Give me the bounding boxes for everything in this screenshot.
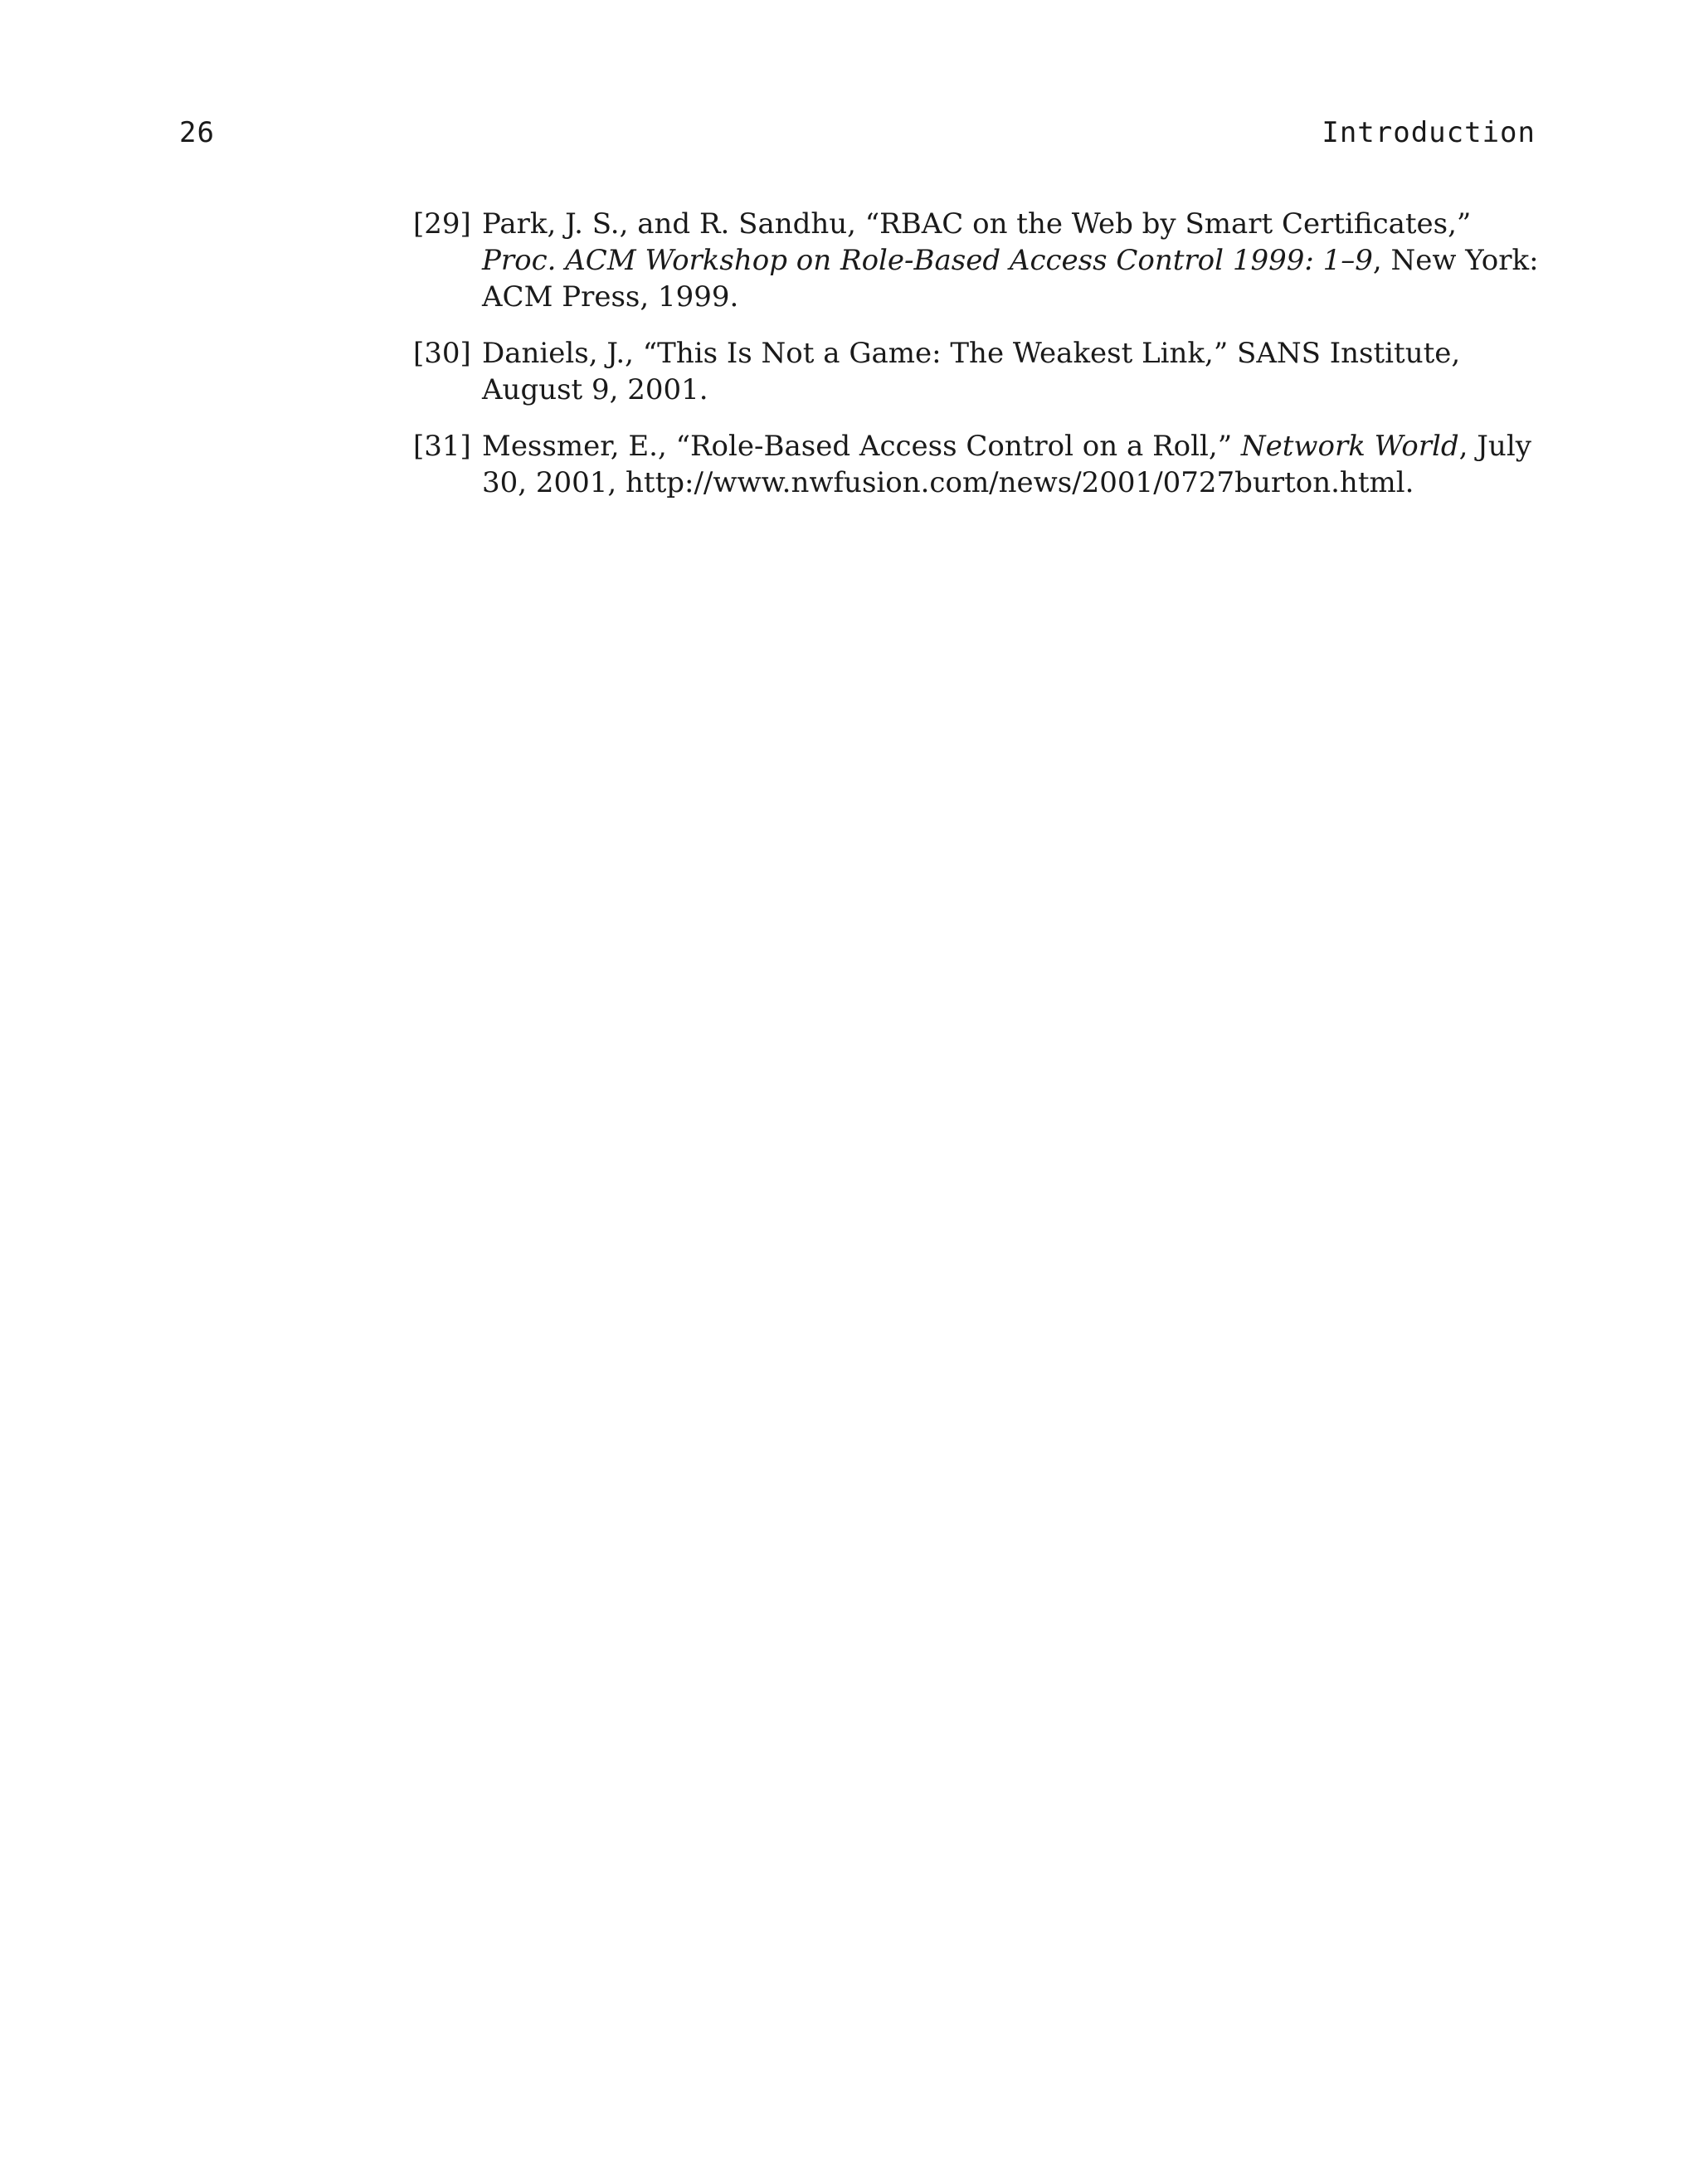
reference-text [482,428,1541,501]
page-header [179,116,1536,158]
reference-item [413,206,1541,315]
reference-text-part: , New York: ACM Press, 1999. [482,244,1539,314]
reference-publication: Proc. ACM Workshop on Role-Based Access Control 1999: 1–9 [482,244,1373,277]
reference-text [482,206,1541,315]
reference-list [413,206,1541,521]
reference-item [413,428,1541,501]
reference-text-part: Messmer, E., “Role-Based Access Control on a Roll,” [482,430,1241,463]
reference-item [413,335,1541,408]
reference-text-part: , July 30, 2001, http://www.nwfusion.com/news/2001/0727burton.html. [482,430,1531,499]
reference-number: [29] [413,207,471,241]
reference-text [482,335,1541,408]
reference-number: [30] [413,337,471,370]
running-head: Introduction [1322,116,1536,149]
reference-number: [31] [413,430,471,463]
reference-text-part: Park, J. S., and R. Sandhu, “RBAC on the Web by Smart Certificates,” [482,207,1472,241]
reference-publication: Network World [1240,430,1459,463]
page-number: 26 [179,116,215,149]
reference-text-part: Daniels, J., “This Is Not a Game: The Weakest Link,” SANS Institute, August 9, 2001. [482,337,1461,406]
